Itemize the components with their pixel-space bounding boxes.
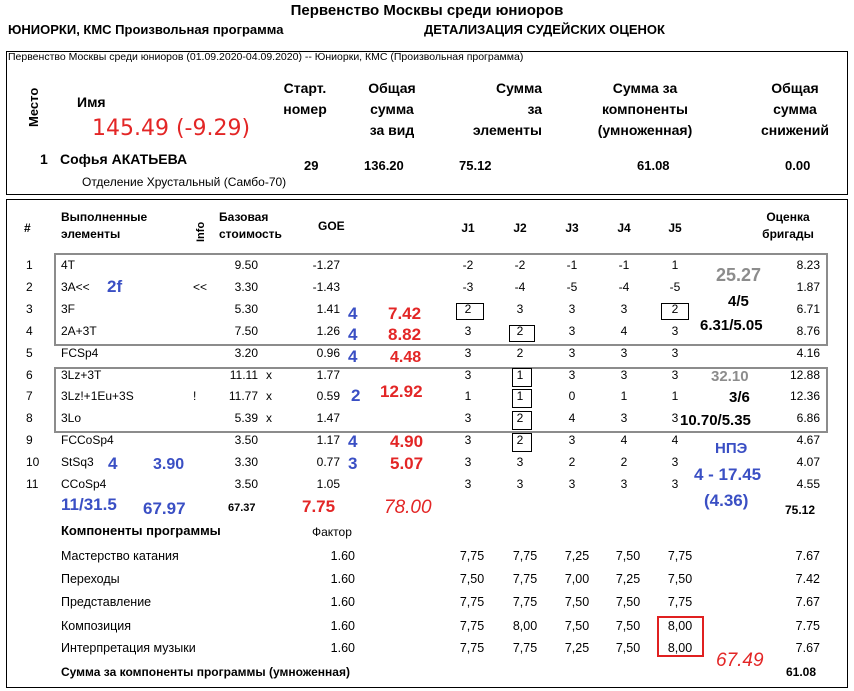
npe-line: 4 - 17.45 (694, 465, 762, 484)
element-code: CCoSp4 (61, 477, 107, 491)
annotation-el10-val: 3.90 (153, 456, 185, 473)
component-judge-score: 7,25 (564, 549, 590, 563)
category-line: ЮНИОРКИ, КМС Произвольная программа (8, 22, 284, 37)
element-base: 9.50 (234, 258, 258, 272)
judge-score: 1 (620, 389, 628, 403)
element-number: 8 (26, 411, 33, 425)
element-code: 4T (61, 258, 76, 272)
component-score: 7.75 (795, 619, 820, 633)
npe-label: НПЭ (715, 440, 748, 457)
element-bonus: x (266, 411, 272, 425)
judge-score: -1 (566, 258, 578, 272)
athlete-tes: 75.12 (459, 158, 492, 173)
annotation-goe-count: 3 (348, 454, 358, 473)
judge-score: 3 (671, 411, 679, 425)
judge-score: 3 (620, 411, 628, 425)
element-base: 5.39 (234, 411, 258, 425)
element-goe: 1.41 (316, 302, 340, 316)
judge-score: 3 (671, 368, 679, 382)
element-score: 4.16 (796, 346, 820, 360)
component-factor: 1.60 (330, 595, 355, 609)
component-judge-score: 7,50 (667, 572, 693, 586)
npe-avg: (4.36) (704, 491, 749, 510)
page-title: Первенство Москвы среди юниоров (290, 2, 564, 19)
judge-score: 3 (516, 302, 524, 316)
component-judge-score: 7,75 (459, 595, 485, 609)
judge-square (512, 389, 532, 408)
col-total-header: Общая сумма за вид (368, 80, 416, 138)
element-score: 4.67 (796, 433, 820, 447)
component-judge-score: 7,00 (564, 572, 590, 586)
judge-score: 3 (464, 368, 472, 382)
event-line: Первенство Москвы среди юниоров (01.09.2020-04.09.2020) -- Юниорки, КМС (Произвольная программа) (8, 51, 524, 63)
element-score: 12.88 (789, 368, 820, 382)
component-factor: 1.60 (330, 641, 355, 655)
athlete-total: 136.20 (364, 158, 404, 173)
element-code: 2A+3T (61, 324, 97, 338)
judge-score: 4 (620, 324, 628, 338)
element-number: 7 (26, 389, 33, 403)
element-score: 6.71 (796, 302, 820, 316)
annotation-el10: 4 (108, 454, 118, 473)
element-number: 1 (26, 258, 33, 272)
element-goe: 1.26 (316, 324, 340, 338)
element-bonus: x (266, 389, 272, 403)
col-num-header: # (24, 221, 31, 235)
annotation-goe-count: 2 (351, 386, 361, 405)
element-code: StSq3 (61, 455, 94, 469)
element-number: 11 (26, 477, 39, 491)
component-judge-score: 7,50 (564, 595, 590, 609)
col-j2-header: J2 (513, 221, 527, 235)
judge-score: 3 (516, 455, 524, 469)
component-judge-score: 7,75 (667, 549, 693, 563)
judge-score: -5 (669, 280, 681, 294)
judge-score: 3 (671, 324, 679, 338)
detail-title: ДЕТАЛИЗАЦИЯ СУДЕЙСКИХ ОЦЕНОК (424, 22, 665, 37)
judge-square (456, 303, 484, 320)
judge-score: 3 (671, 455, 679, 469)
component-judge-score: 7,75 (512, 549, 538, 563)
component-judge-score: 7,50 (615, 641, 641, 655)
element-score: 1.87 (796, 280, 820, 294)
element-score: 4.55 (796, 477, 820, 491)
pcs-note: 67.49 (716, 650, 764, 671)
group2-count: 3/6 (729, 389, 750, 406)
annotation-goe-count: 4 (348, 432, 358, 451)
col-j1-header: J1 (461, 221, 475, 235)
goe-total-note: 7.75 (302, 497, 336, 516)
element-base: 11.11 (229, 368, 258, 382)
annotation-goe-count: 4 (348, 347, 358, 366)
judge-score: 3 (568, 324, 576, 338)
element-base: 5.30 (234, 302, 258, 316)
component-name: Представление (61, 595, 152, 609)
judge-score: -4 (618, 280, 630, 294)
judge-square (512, 411, 532, 430)
highlight-box (657, 616, 704, 657)
athlete-deductions: 0.00 (785, 158, 811, 173)
bottom-left-val: 67.97 (143, 499, 186, 518)
col-j5-header: J5 (668, 221, 682, 235)
judge-score: 3 (568, 368, 576, 382)
element-base: 3.30 (234, 455, 258, 469)
judge-score: 1 (516, 389, 524, 403)
component-name: Переходы (61, 572, 120, 586)
judge-score: 2 (464, 302, 472, 316)
judge-score: 3 (464, 324, 472, 338)
component-score: 7.67 (795, 641, 820, 655)
col-tes-header: Сумма за элементы (472, 80, 542, 138)
component-judge-score: 7,75 (512, 595, 538, 609)
element-base: 11.77 (228, 389, 258, 403)
group2-avg: 10.70/5.35 (680, 412, 751, 429)
components-title: Компоненты программы (61, 523, 221, 538)
component-score: 7.42 (795, 572, 820, 586)
component-judge-score: 7,25 (615, 572, 641, 586)
element-number: 2 (26, 280, 33, 294)
judge-square (509, 325, 535, 342)
judge-score: -4 (514, 280, 526, 294)
element-number: 9 (26, 433, 33, 447)
judge-score: 3 (464, 433, 472, 447)
col-element-header: Выполненные элементы (61, 210, 148, 241)
element-goe: 1.05 (316, 477, 340, 491)
judge-score: -5 (566, 280, 578, 294)
element-score: 6.86 (796, 411, 820, 425)
judge-score: 4 (620, 433, 628, 447)
component-judge-score: 7,75 (512, 572, 538, 586)
elements-score-total: 75.12 (785, 503, 816, 517)
athlete-start-no: 29 (304, 158, 319, 173)
element-code: FCSp4 (61, 346, 99, 360)
judge-square (512, 433, 532, 452)
col-panel-header: Оценка бригады (762, 210, 814, 241)
col-base-header: Базовая стоимость (219, 210, 282, 241)
element-goe: 0.59 (316, 389, 340, 403)
col-rank-header: Место (26, 87, 41, 127)
component-factor: 1.60 (330, 619, 355, 633)
judge-score: 1 (671, 258, 679, 272)
element-goe: 1.47 (316, 411, 340, 425)
judge-score: 3 (568, 346, 576, 360)
element-number: 10 (26, 455, 40, 469)
judge-score: 3 (620, 346, 628, 360)
judge-score: -2 (462, 258, 474, 272)
judge-score: 2 (671, 302, 679, 316)
bottom-left-note: 11/31.5 (61, 495, 117, 514)
element-code: 3Lo (61, 411, 82, 425)
judge-score: 3 (568, 433, 576, 447)
judge-score: 3 (620, 368, 628, 382)
col-goe-header: GOE (318, 219, 345, 233)
element-goe: 0.77 (316, 455, 340, 469)
component-score: 7.67 (795, 595, 820, 609)
element-score: 8.23 (796, 258, 820, 272)
element-score: 4.07 (796, 455, 820, 469)
group1-avg: 6.31/5.05 (700, 317, 763, 334)
components-total-label: Сумма за компоненты программы (умноженная) (61, 665, 350, 679)
element-goe: 1.77 (316, 368, 340, 382)
judge-score: 3 (671, 477, 679, 491)
judge-score: 2 (516, 433, 524, 447)
element-info: ! (193, 389, 197, 403)
judge-score: 4 (568, 411, 576, 425)
judge-square (661, 303, 689, 320)
component-judge-score: 7,75 (667, 595, 693, 609)
element-score: 8.76 (796, 324, 820, 338)
element-goe: 1.17 (316, 433, 340, 447)
annotation-sum: 8.82 (388, 325, 422, 344)
component-name: Мастерство катания (61, 549, 179, 563)
component-name: Композиция (61, 619, 132, 633)
col-ded-header: Общая сумма снижений (760, 80, 830, 138)
component-factor: 1.60 (330, 549, 355, 563)
judge-score: 0 (568, 389, 576, 403)
base-total: 67.37 (228, 502, 256, 514)
col-start-header: Старт. номер (283, 80, 327, 117)
col-pcs-header: Сумма за компоненты (умноженная) (597, 80, 693, 138)
element-number: 3 (26, 302, 33, 316)
judge-score: 3 (464, 411, 472, 425)
component-name: Интерпретация музыки (61, 641, 196, 655)
col-name-header: Имя (77, 94, 106, 110)
components-total: 61.08 (786, 665, 817, 679)
annotation-goe-count: 4 (348, 304, 358, 323)
element-info: << (193, 280, 208, 294)
element-goe: -1.27 (312, 258, 340, 272)
component-factor: 1.60 (330, 572, 355, 586)
element-base: 7.50 (234, 324, 258, 338)
element-code: FCCoSp4 (61, 433, 114, 447)
annotation-el2: 2f (107, 277, 123, 296)
component-judge-score: 7,25 (564, 641, 590, 655)
element-goe: -1.43 (312, 280, 340, 294)
group1-count: 4/5 (728, 293, 749, 310)
annotation-sum: 7.42 (388, 304, 422, 323)
element-bonus: x (266, 368, 272, 382)
judge-score: 4 (671, 433, 679, 447)
component-judge-score: 7,75 (459, 641, 485, 655)
component-judge-score: 7,50 (615, 595, 641, 609)
component-judge-score: 7,50 (615, 619, 641, 633)
judge-score: 3 (568, 302, 576, 316)
component-judge-score: 7,75 (459, 549, 485, 563)
judge-score: 2 (568, 455, 576, 469)
judge-score: 1 (671, 389, 679, 403)
group2-total: 32.10 (711, 368, 749, 385)
component-score: 7.67 (795, 549, 820, 563)
judge-score: -3 (462, 280, 474, 294)
athlete-rank: 1 (40, 151, 48, 167)
judge-score: -2 (514, 258, 526, 272)
component-judge-score: 7,50 (615, 549, 641, 563)
judge-score: 3 (464, 346, 472, 360)
annotation-sum: 12.92 (380, 382, 423, 401)
element-base: 3.50 (234, 477, 258, 491)
component-judge-score: 8,00 (512, 619, 538, 633)
element-base: 3.30 (234, 280, 258, 294)
col-j3-header: J3 (565, 221, 579, 235)
judge-score: 3 (516, 477, 524, 491)
annotation-sum: 4.90 (390, 432, 424, 451)
element-code: 3Lz!+1Eu+3S (61, 389, 134, 403)
element-number: 5 (26, 346, 33, 360)
goe-total-italic: 78.00 (384, 497, 432, 518)
col-info-header: Info (195, 221, 207, 242)
judge-score: 3 (464, 477, 472, 491)
athlete-name: Софья АКАТЬЕВА (60, 151, 188, 167)
annotation-sum: 4.48 (390, 349, 422, 366)
element-goe: 0.96 (316, 346, 340, 360)
judge-score: 2 (620, 455, 628, 469)
component-judge-score: 8,00 (667, 641, 693, 655)
annotation-goe-count: 4 (348, 325, 358, 344)
element-base: 3.50 (234, 433, 258, 447)
judge-score: 3 (671, 346, 679, 360)
element-code: 3A<< (61, 280, 90, 294)
component-judge-score: 7,50 (564, 619, 590, 633)
group1-total: 25.27 (716, 265, 762, 285)
judge-score: 3 (620, 302, 628, 316)
judge-score: 1 (464, 389, 472, 403)
col-j4-header: J4 (617, 221, 631, 235)
judge-score: 1 (516, 368, 524, 382)
element-code: 3Lz+3T (61, 368, 102, 382)
athlete-pcs: 61.08 (637, 158, 670, 173)
score-note-annotation: 145.49 (-9.29) (92, 116, 251, 141)
judge-score: 2 (516, 324, 524, 338)
element-number: 6 (26, 368, 33, 382)
component-judge-score: 7,50 (459, 572, 485, 586)
element-base: 3.20 (234, 346, 258, 360)
athlete-club: Отделение Хрустальный (Самбо-70) (82, 175, 287, 189)
judge-score: 3 (620, 477, 628, 491)
element-code: 3F (61, 302, 76, 316)
element-number: 4 (26, 324, 33, 338)
judge-score: 2 (516, 411, 524, 425)
judge-score: 3 (568, 477, 576, 491)
judge-score: -1 (618, 258, 630, 272)
annotation-sum: 5.07 (390, 454, 424, 473)
factor-label: Фактор (312, 525, 352, 539)
component-judge-score: 8,00 (667, 619, 693, 633)
element-score: 12.36 (789, 389, 820, 403)
component-judge-score: 7,75 (459, 619, 485, 633)
component-judge-score: 7,75 (512, 641, 538, 655)
judge-square (512, 368, 532, 387)
judge-score: 2 (516, 346, 524, 360)
judge-score: 3 (464, 455, 472, 469)
